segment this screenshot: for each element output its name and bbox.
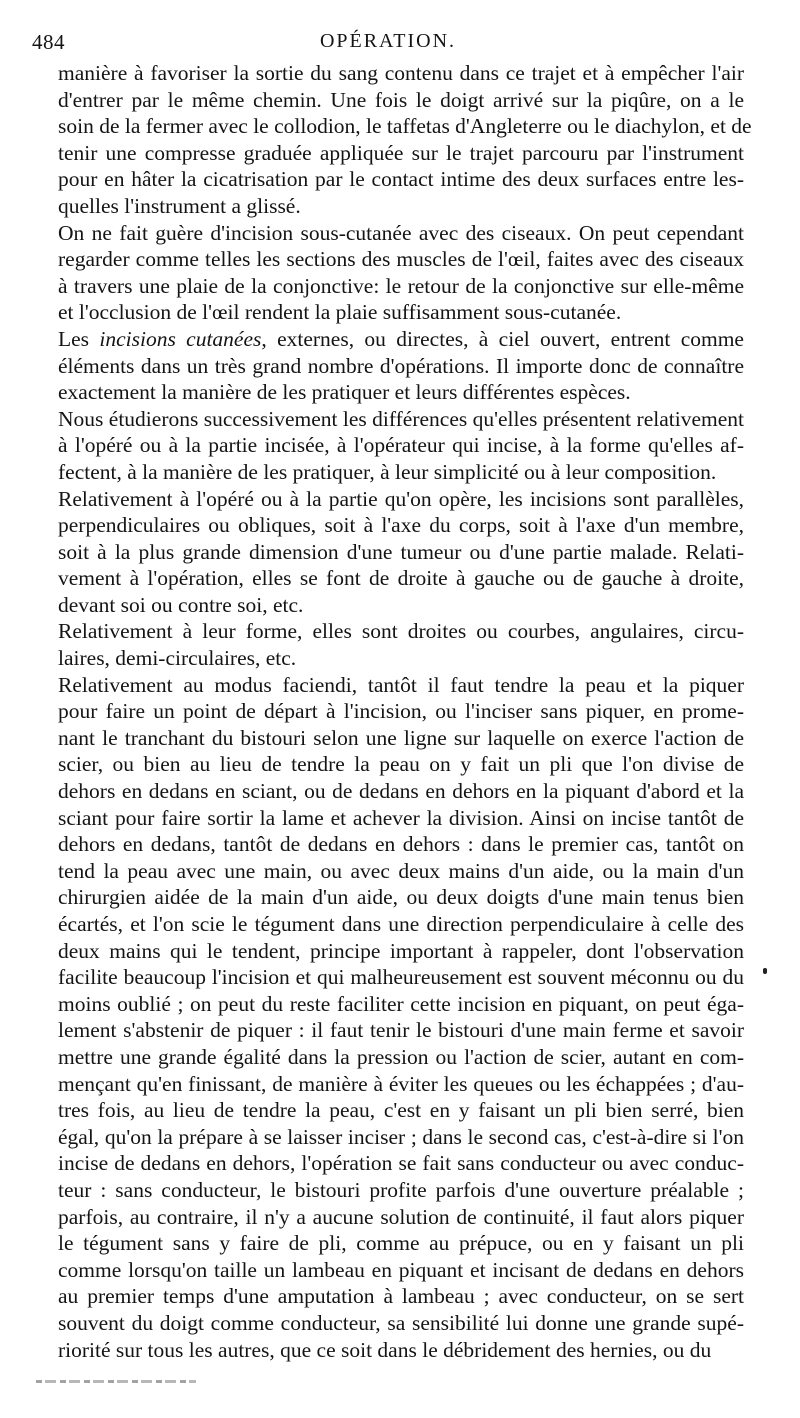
text-line: Nous étudierons successivement les différences qu'elles présentent relativement xyxy=(58,406,744,431)
text-line: à l'opéré ou à la partie incisée, à l'opérateur qui incise, à la forme qu'elles af- xyxy=(58,433,744,458)
text-line: devant soi ou contre soi, etc. xyxy=(58,592,304,617)
page-number: 484 xyxy=(32,30,65,54)
text-line: riorité sur tous les autres, que ce soit dans le débridement des hernies, ou du xyxy=(58,1337,712,1362)
text-line: à travers une plaie de la conjonctive: le retour de la conjonctive sur elle-même xyxy=(58,273,744,298)
text-line: parfois, au contraire, il n'y a aucune solution de continuité, il faut alors piquer xyxy=(58,1204,744,1229)
text-line: On ne fait guère d'incision sous-cutanée avec des ciseaux. On peut cependant xyxy=(58,220,744,245)
text-line: le tégument sans y faire de pli, comme au prépuce, ou en y faisant un pli xyxy=(58,1231,744,1256)
text-line: et l'occlusion de l'œil rendent la plaie suffisamment sous-cutanée. xyxy=(58,300,622,325)
text-line: Relativement à leur forme, elles sont droites ou courbes, angulaires, circu- xyxy=(58,619,744,644)
text-line: perpendiculaires ou obliques, soit à l'axe du corps, soit à l'axe d'un membre, xyxy=(58,513,744,538)
text-line: facilite beaucoup l'incision et qui malheureusement est souvent méconnu ou du xyxy=(58,965,744,990)
text-line: teur : sans conducteur, le bistouri profite parfois d'une ouverture préalable ; xyxy=(58,1177,744,1202)
text-line: moins oublié ; on peut du reste faciliter cette incision en piquant, on peut éga- xyxy=(58,991,744,1016)
paragraph xyxy=(32,326,744,406)
text-line: égal, qu'on la prépare à se laisser inciser ; dans le second cas, c'est-à-dire si l'on xyxy=(58,1124,744,1149)
text-line: dehors en dedans en sciant, ou de dedans en dehors en la piquant d'abord et la xyxy=(58,779,744,804)
text-line: pour en hâter la cicatrisation par le contact intime des deux surfaces entre les- xyxy=(58,167,744,192)
paragraph xyxy=(32,486,744,619)
text-line: soin de la fermer avec le collodion, le taffetas d'Angleterre ou le diachylon, et de xyxy=(58,114,752,139)
text-line: tenir une compresse graduée appliquée sur le trajet parcouru par l'instrument xyxy=(58,140,744,165)
text-line: Relativement au modus faciendi, tantôt il faut tendre la peau et la piquer xyxy=(58,672,744,697)
text-line: chirurgien aidée de la main d'un aide, ou deux doigts d'une main tenus bien xyxy=(58,885,744,910)
text-line: soit à la plus grande dimension d'une tumeur ou d'une partie malade. Relati- xyxy=(58,539,744,564)
paragraph xyxy=(32,406,744,486)
text-line: tend la peau avec une main, ou avec deux mains d'un aide, ou la main d'un xyxy=(58,858,744,883)
margin-mark xyxy=(763,968,767,974)
text-line: au premier temps d'une amputation à lambeau ; avec conducteur, on se sert xyxy=(58,1284,744,1309)
text-line: mençant qu'en finissant, de manière à éviter les queues ou les échappées ; d'au- xyxy=(58,1071,744,1096)
text-line: regarder comme telles les sections des muscles de l'œil, faites avec des ciseaux xyxy=(58,247,744,272)
text-line: d'entrer par le même chemin. Une fois le doigt arrivé sur la piqûre, on a le xyxy=(58,87,744,112)
paragraph xyxy=(32,618,744,671)
text-line: écartés, et l'on scie le tégument dans une direction perpendiculaire à celle des xyxy=(58,912,744,936)
text-line: Relativement à l'opéré ou à la partie qu'on opère, les incisions sont parallèles, xyxy=(58,486,744,511)
text-line: scier, ou bien au lieu de tendre la peau on y fait un pli que l'on divise de xyxy=(58,752,744,777)
text-line: nant le tranchant du bistouri selon une ligne sur laquelle on exerce l'action de xyxy=(58,725,744,750)
italic-term: incisions cutanées xyxy=(99,326,262,351)
footer-smudge xyxy=(36,1380,196,1383)
text-line: mettre une grande égalité dans la pression ou l'action de scier, autant en com- xyxy=(58,1044,744,1069)
paragraph xyxy=(32,220,744,326)
paragraph xyxy=(32,672,744,1363)
text-line: exactement la manière de les pratiquer et leurs différentes espèces. xyxy=(58,380,631,405)
text-line: sciant pour faire sortir la lame et achever la division. Ainsi on incise tantôt de xyxy=(58,805,744,830)
text-line: deux mains qui le tendent, principe important à rappeler, dont l'observation xyxy=(58,938,744,963)
running-head xyxy=(32,24,744,58)
body-text xyxy=(32,60,752,1363)
text-line: manière à favoriser la sortie du sang contenu dans ce trajet et à empêcher l'air xyxy=(58,61,744,85)
text-line: souvent du doigt comme conducteur, sa sensibilité lui donne une grande supé- xyxy=(58,1310,744,1335)
text-line: tres fois, au lieu de tendre la peau, c'est en y faisant un pli bien serré, bien xyxy=(58,1098,744,1123)
text-line: fectent, à la manière de les pratiquer, à leur simplicité ou à leur composition. xyxy=(58,459,717,484)
text-line: lement s'abstenir de piquer : il faut tenir le bistouri d'une main ferme et savoir xyxy=(58,1018,744,1043)
text-line: éléments dans un très grand nombre d'opérations. Il importe donc de connaître xyxy=(58,353,744,378)
text-line: pour faire un point de départ à l'incision, ou l'inciser sans piquer, en prome- xyxy=(58,699,744,724)
text-line: laires, demi-circulaires, etc. xyxy=(58,646,297,671)
text-line: comme lorsqu'on taille un lambeau en piquant et incisant de dedans en dehors xyxy=(58,1257,744,1282)
text-line: dehors en dedans, tantôt de dedans en dehors : dans le premier cas, tantôt on xyxy=(58,832,744,857)
text-line: Les incisions cutanées, externes, ou directes, à ciel ouvert, entrent comme xyxy=(58,326,744,351)
text-line: vement à l'opération, elles se font de droite à gauche ou de gauche à droite, xyxy=(58,566,744,591)
running-title: OPÉRATION. xyxy=(319,30,457,52)
paragraph xyxy=(32,60,752,220)
text-line: incise de dedans en dehors, l'opération se fait sans conducteur ou avec conduc- xyxy=(58,1151,744,1176)
text-line: quelles l'instrument a glissé. xyxy=(58,193,301,218)
